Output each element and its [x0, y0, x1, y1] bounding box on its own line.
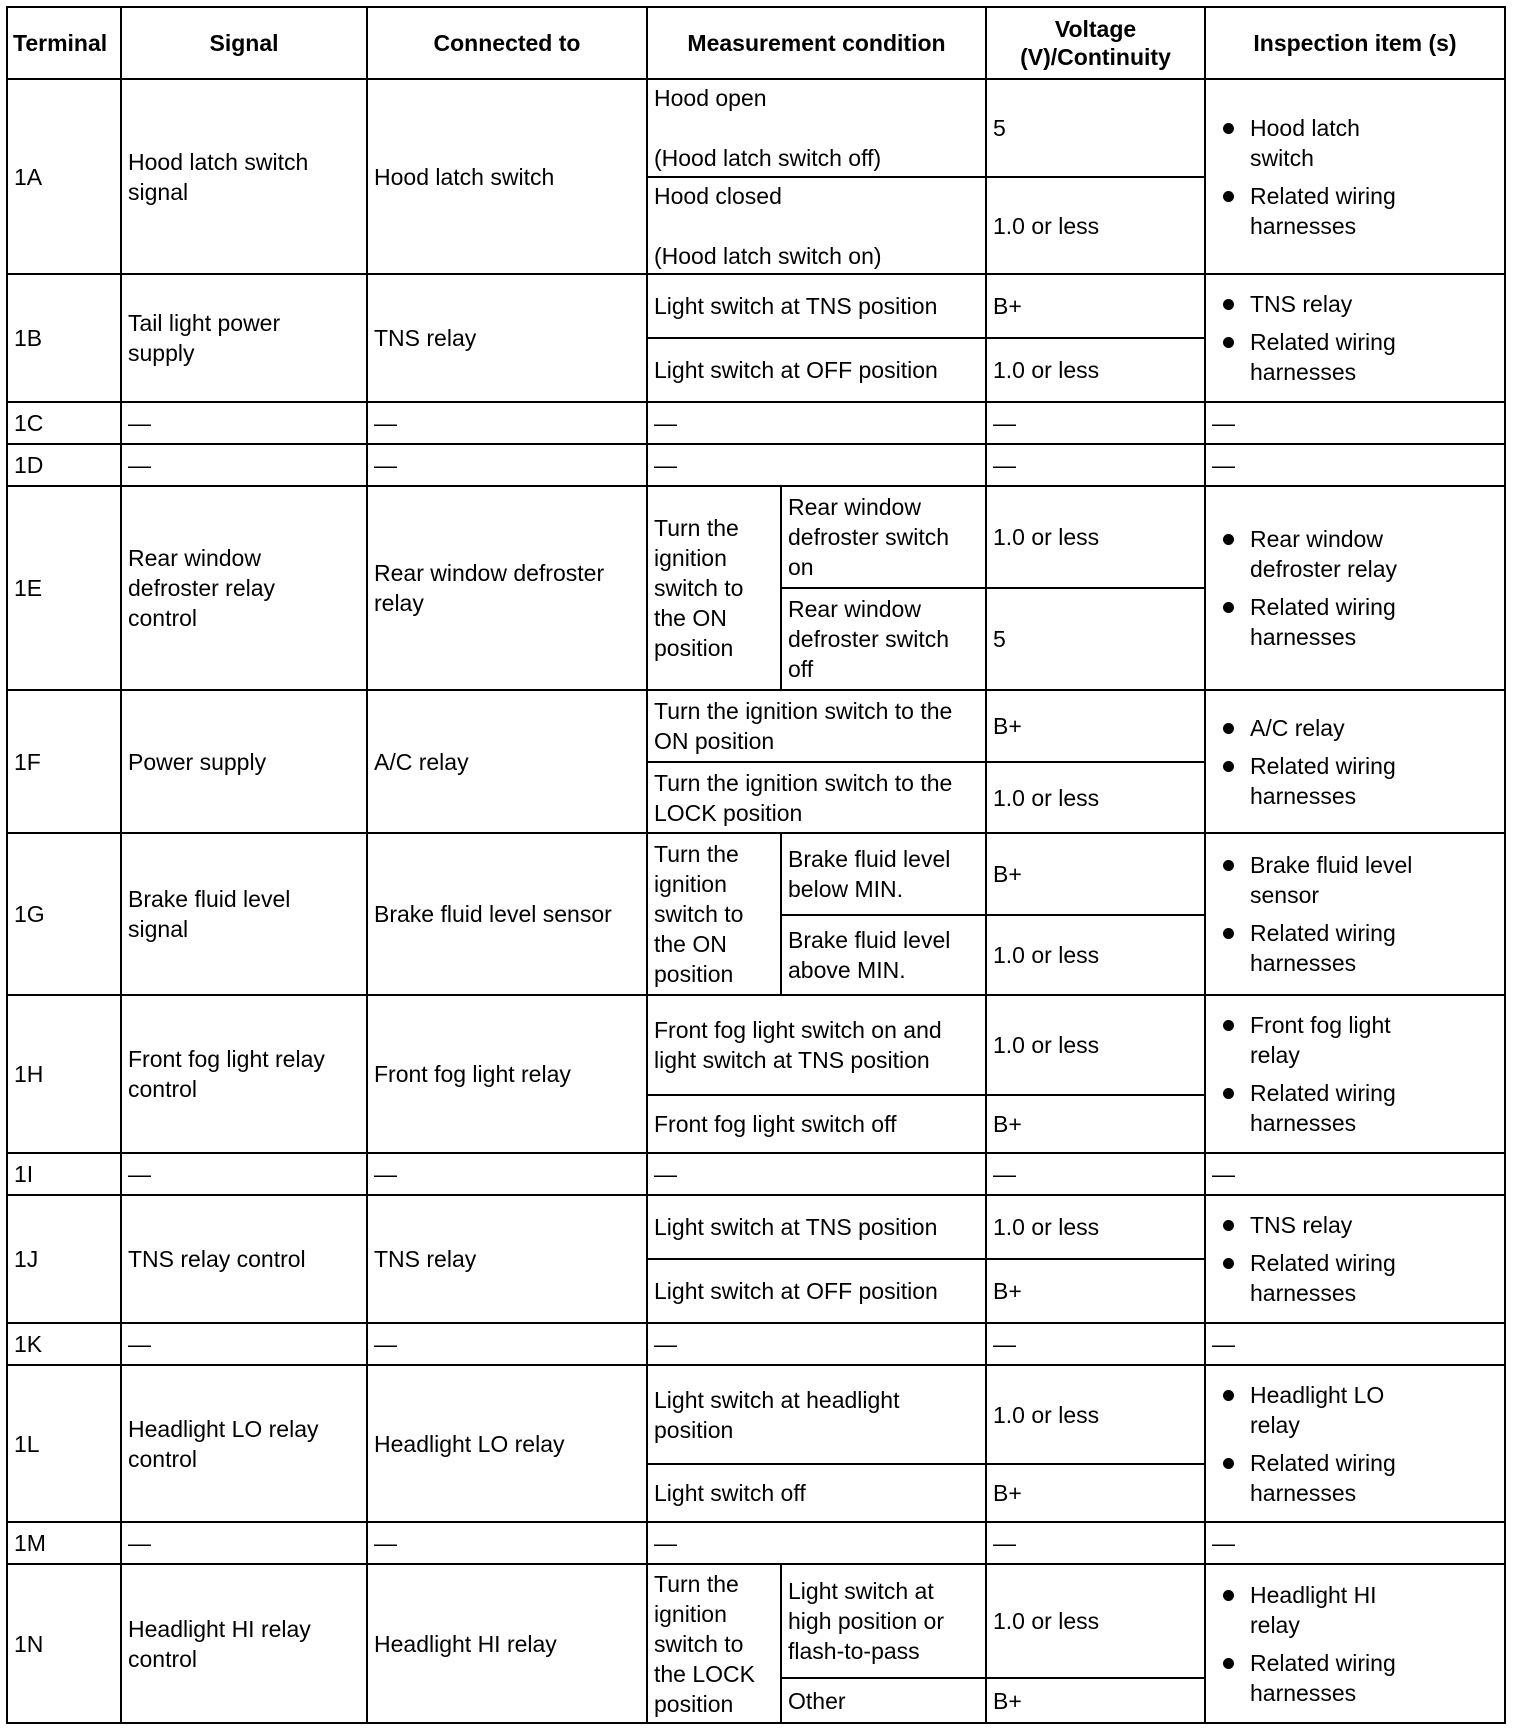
condition-cell: Light switch at TNS position [647, 1195, 986, 1259]
condition-cell: Turn the ignition switch to the ON position [647, 690, 986, 762]
inspection-item: Rear window defroster relay [1250, 524, 1498, 584]
terminal-cell: 1C [7, 402, 121, 444]
table-row [7, 1365, 1505, 1464]
table-row [7, 274, 1505, 338]
terminal-cell: 1D [7, 444, 121, 486]
signal-cell: TNS relay control [121, 1195, 367, 1323]
condition-cell: Light switch at headlight position [647, 1365, 986, 1464]
connected-to-cell: — [367, 402, 647, 444]
terminal-cell: 1E [7, 486, 121, 690]
inspection-cell [1205, 833, 1505, 995]
table-row [7, 444, 1505, 486]
signal-cell: Hood latch switch signal [121, 79, 367, 274]
connected-to-cell: Headlight LO relay [367, 1365, 647, 1522]
table-row [7, 995, 1505, 1095]
condition-sub-cell: Brake fluid level below MIN. [781, 833, 986, 915]
table-row [7, 1522, 1505, 1564]
table-row [7, 486, 1505, 588]
condition-cell: — [647, 444, 986, 486]
terminal-spec-document [6, 6, 1506, 1724]
voltage-cell: 5 [986, 79, 1205, 177]
terminal-cell: 1N [7, 1564, 121, 1723]
connected-to-cell: — [367, 444, 647, 486]
condition-sub-cell: Brake fluid level above MIN. [781, 915, 986, 995]
inspection-cell [1205, 79, 1505, 274]
inspection-list [1212, 524, 1498, 652]
signal-cell: Rear window defroster relay control [121, 486, 367, 690]
inspection-list [1212, 1210, 1498, 1308]
voltage-cell: — [986, 402, 1205, 444]
inspection-item: Related wiring harnesses [1250, 918, 1498, 978]
table-row [7, 1195, 1505, 1259]
voltage-cell: B+ [986, 1259, 1205, 1323]
header-row [7, 7, 1505, 79]
condition-cell: Light switch at OFF position [647, 338, 986, 402]
condition-sub-cell: Rear window defroster switch off [781, 588, 986, 690]
connected-to-cell: TNS relay [367, 1195, 647, 1323]
inspection-cell: — [1205, 1522, 1505, 1564]
terminal-cell: 1H [7, 995, 121, 1153]
voltage-cell: 1.0 or less [986, 995, 1205, 1095]
condition-cell: — [647, 1522, 986, 1564]
connected-to-cell: — [367, 1522, 647, 1564]
header-connected-to: Connected to [367, 7, 647, 79]
condition-cell: Hood open (Hood latch switch off) [647, 79, 986, 177]
inspection-item: Related wiring harnesses [1250, 181, 1498, 241]
terminal-cell: 1K [7, 1323, 121, 1365]
voltage-cell: B+ [986, 1464, 1205, 1522]
signal-cell: — [121, 1522, 367, 1564]
table-row [7, 1564, 1505, 1678]
voltage-cell: — [986, 1522, 1205, 1564]
condition-cell: Front fog light switch on and light switch at TNS position [647, 995, 986, 1095]
connected-to-cell: — [367, 1323, 647, 1365]
inspection-list [1212, 1380, 1498, 1508]
voltage-cell: B+ [986, 1678, 1205, 1723]
signal-cell: — [121, 444, 367, 486]
condition-sub-cell: Other [781, 1678, 986, 1723]
inspection-list [1212, 1010, 1498, 1138]
inspection-cell [1205, 690, 1505, 833]
terminal-cell: 1I [7, 1153, 121, 1195]
connected-to-cell: Front fog light relay [367, 995, 647, 1153]
inspection-item: Hood latch switch [1250, 113, 1498, 173]
condition-cell: — [647, 402, 986, 444]
voltage-cell: 1.0 or less [986, 1365, 1205, 1464]
condition-cell: Light switch at OFF position [647, 1259, 986, 1323]
voltage-cell: 1.0 or less [986, 915, 1205, 995]
inspection-list [1212, 713, 1498, 811]
terminal-cell: 1F [7, 690, 121, 833]
voltage-cell: 1.0 or less [986, 762, 1205, 833]
inspection-item: Related wiring harnesses [1250, 592, 1498, 652]
table-row [7, 690, 1505, 762]
table-row [7, 1323, 1505, 1365]
table-row [7, 1153, 1505, 1195]
inspection-cell [1205, 1195, 1505, 1323]
inspection-cell [1205, 486, 1505, 690]
inspection-item: Related wiring harnesses [1250, 1078, 1498, 1138]
condition-sub-cell: Light switch at high position or flash-to-pass [781, 1564, 986, 1678]
signal-cell: Headlight LO relay control [121, 1365, 367, 1522]
inspection-cell [1205, 1564, 1505, 1723]
inspection-item: Headlight HI relay [1250, 1580, 1498, 1640]
connected-to-cell: Hood latch switch [367, 79, 647, 274]
voltage-cell: 1.0 or less [986, 1195, 1205, 1259]
inspection-item: TNS relay [1250, 289, 1498, 319]
condition-main-cell: Turn the ignition switch to the LOCK position [647, 1564, 781, 1723]
condition-cell: Light switch at TNS position [647, 274, 986, 338]
signal-cell: Brake fluid level signal [121, 833, 367, 995]
signal-cell: Headlight HI relay control [121, 1564, 367, 1723]
signal-cell: — [121, 402, 367, 444]
table-row [7, 402, 1505, 444]
signal-cell: — [121, 1323, 367, 1365]
inspection-cell: — [1205, 402, 1505, 444]
terminal-cell: 1J [7, 1195, 121, 1323]
inspection-item: TNS relay [1250, 1210, 1498, 1240]
inspection-item: Front fog light relay [1250, 1010, 1498, 1070]
inspection-cell: — [1205, 1323, 1505, 1365]
voltage-cell: 1.0 or less [986, 177, 1205, 274]
inspection-cell: — [1205, 1153, 1505, 1195]
condition-main-cell: Turn the ignition switch to the ON position [647, 833, 781, 995]
voltage-cell: — [986, 1323, 1205, 1365]
voltage-cell: B+ [986, 690, 1205, 762]
inspection-cell [1205, 1365, 1505, 1522]
inspection-list [1212, 289, 1498, 387]
inspection-item: Related wiring harnesses [1250, 327, 1498, 387]
voltage-cell: — [986, 1153, 1205, 1195]
connected-to-cell: Brake fluid level sensor [367, 833, 647, 995]
inspection-item: Related wiring harnesses [1250, 1448, 1498, 1508]
condition-cell: — [647, 1323, 986, 1365]
terminal-cell: 1A [7, 79, 121, 274]
inspection-item: Related wiring harnesses [1250, 1648, 1498, 1708]
condition-cell: Front fog light switch off [647, 1095, 986, 1153]
connected-to-cell: Headlight HI relay [367, 1564, 647, 1723]
header-signal: Signal [121, 7, 367, 79]
inspection-list [1212, 1580, 1498, 1708]
inspection-cell [1205, 995, 1505, 1153]
voltage-cell: B+ [986, 274, 1205, 338]
connected-to-cell: — [367, 1153, 647, 1195]
condition-cell: Turn the ignition switch to the LOCK position [647, 762, 986, 833]
inspection-item: A/C relay [1250, 713, 1498, 743]
terminal-cell: 1L [7, 1365, 121, 1522]
voltage-cell: 1.0 or less [986, 1564, 1205, 1678]
table-row [7, 79, 1505, 177]
terminal-cell: 1B [7, 274, 121, 402]
condition-cell: Light switch off [647, 1464, 986, 1522]
connected-to-cell: TNS relay [367, 274, 647, 402]
inspection-cell: — [1205, 444, 1505, 486]
voltage-cell: B+ [986, 833, 1205, 915]
inspection-list [1212, 850, 1498, 978]
condition-sub-cell: Rear window defroster switch on [781, 486, 986, 588]
header-inspection-items: Inspection item (s) [1205, 7, 1505, 79]
connected-to-cell: A/C relay [367, 690, 647, 833]
signal-cell: Tail light power supply [121, 274, 367, 402]
header-voltage: Voltage (V)/Continuity [986, 7, 1205, 79]
inspection-item: Headlight LO relay [1250, 1380, 1498, 1440]
condition-cell: — [647, 1153, 986, 1195]
header-terminal: Terminal [7, 7, 121, 79]
inspection-list [1212, 113, 1498, 241]
voltage-cell: — [986, 444, 1205, 486]
voltage-cell: 1.0 or less [986, 486, 1205, 588]
inspection-item: Brake fluid level sensor [1250, 850, 1498, 910]
condition-main-cell: Turn the ignition switch to the ON position [647, 486, 781, 690]
inspection-item: Related wiring harnesses [1250, 751, 1498, 811]
voltage-cell: 5 [986, 588, 1205, 690]
terminal-cell: 1M [7, 1522, 121, 1564]
connected-to-cell: Rear window defroster relay [367, 486, 647, 690]
condition-cell: Hood closed (Hood latch switch on) [647, 177, 986, 274]
voltage-cell: B+ [986, 1095, 1205, 1153]
terminal-cell: 1G [7, 833, 121, 995]
table-row [7, 833, 1505, 915]
inspection-cell [1205, 274, 1505, 402]
header-measurement-condition: Measurement condition [647, 7, 986, 79]
voltage-cell: 1.0 or less [986, 338, 1205, 402]
signal-cell: — [121, 1153, 367, 1195]
signal-cell: Front fog light relay control [121, 995, 367, 1153]
inspection-item: Related wiring harnesses [1250, 1248, 1498, 1308]
signal-cell: Power supply [121, 690, 367, 833]
terminal-inspection-table [6, 6, 1506, 1724]
